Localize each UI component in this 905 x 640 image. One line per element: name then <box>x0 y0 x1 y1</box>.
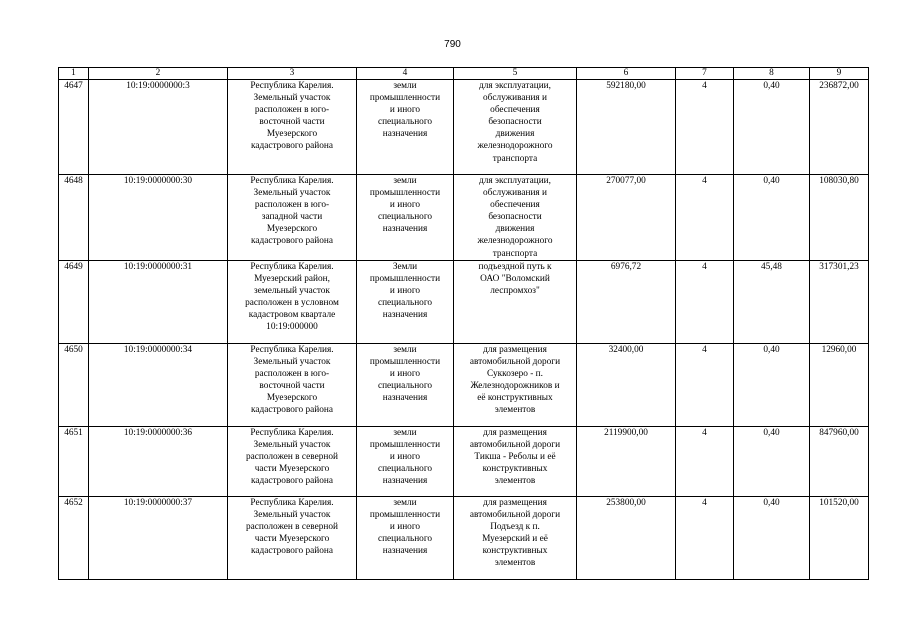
total-cell: 108030,80 <box>810 175 869 261</box>
rate-cell: 0,40 <box>734 80 810 175</box>
total-cell: 317301,23 <box>810 260 869 343</box>
table-row <box>59 426 869 496</box>
area-cell: 6976,72 <box>577 260 676 343</box>
usage-cell: для размещения автомобильной дороги Суккозеро - п. Железнодорожников и её конструктивных элементов <box>454 343 577 426</box>
location-cell: Республика Карелия. Земельный участок расположен в юго- восточной части Муезерского кадастрового района <box>228 343 357 426</box>
column-7-cell: 4 <box>676 80 734 175</box>
table-row <box>59 175 869 261</box>
rate-cell: 0,40 <box>734 343 810 426</box>
total-cell: 12960,00 <box>810 343 869 426</box>
category-cell: Земли промышленности и иного специального назначения <box>357 260 454 343</box>
column-header: 1 <box>59 68 89 80</box>
total-cell: 847960,00 <box>810 426 869 496</box>
location-cell: Республика Карелия. Земельный участок расположен в юго- восточной части Муезерского кадастрового района <box>228 80 357 175</box>
row-number: 4651 <box>59 426 89 496</box>
row-number: 4650 <box>59 343 89 426</box>
rate-cell: 45,48 <box>734 260 810 343</box>
row-number: 4647 <box>59 80 89 175</box>
row-number: 4649 <box>59 260 89 343</box>
cadastral-number: 10:19:0000000:34 <box>89 343 228 426</box>
cadastral-number: 10:19:0000000:36 <box>89 426 228 496</box>
location-cell: Республика Карелия. Земельный участок расположен в северной части Муезерского кадастрового района <box>228 426 357 496</box>
usage-cell: подъездной путь к ОАО "Воломский леспромхоз" <box>454 260 577 343</box>
usage-cell: для эксплуатации, обслуживания и обеспечения безопасности движения железнодорожного транспорта <box>454 80 577 175</box>
total-cell: 101520,00 <box>810 496 869 579</box>
land-registry-table <box>58 67 869 580</box>
category-cell: земли промышленности и иного специального назначения <box>357 343 454 426</box>
column-header: 2 <box>89 68 228 80</box>
column-header: 7 <box>676 68 734 80</box>
cadastral-number: 10:19:0000000:30 <box>89 175 228 261</box>
column-header: 8 <box>734 68 810 80</box>
rate-cell: 0,40 <box>734 426 810 496</box>
category-cell: земли промышленности и иного специального назначения <box>357 175 454 261</box>
column-7-cell: 4 <box>676 426 734 496</box>
category-cell: земли промышленности и иного специального назначения <box>357 426 454 496</box>
usage-cell: для размещения автомобильной дороги Тикша - Реболы и её конструктивных элементов <box>454 426 577 496</box>
column-7-cell: 4 <box>676 343 734 426</box>
cadastral-number: 10:19:0000000:3 <box>89 80 228 175</box>
table-row <box>59 80 869 175</box>
location-cell: Республика Карелия. Земельный участок расположен в юго- западной части Муезерского кадастрового района <box>228 175 357 261</box>
table-row <box>59 343 869 426</box>
category-cell: земли промышленности и иного специального назначения <box>357 496 454 579</box>
area-cell: 2119900,00 <box>577 426 676 496</box>
column-7-cell: 4 <box>676 175 734 261</box>
location-cell: Республика Карелия. Земельный участок расположен в северной части Муезерского кадастрового района <box>228 496 357 579</box>
category-cell: земли промышленности и иного специального назначения <box>357 80 454 175</box>
table-row <box>59 260 869 343</box>
column-header: 4 <box>357 68 454 80</box>
table-row <box>59 496 869 579</box>
area-cell: 270077,00 <box>577 175 676 261</box>
row-number: 4648 <box>59 175 89 261</box>
column-header: 9 <box>810 68 869 80</box>
table-header-row <box>59 68 869 80</box>
row-number: 4652 <box>59 496 89 579</box>
rate-cell: 0,40 <box>734 496 810 579</box>
area-cell: 32400,00 <box>577 343 676 426</box>
total-cell: 236872,00 <box>810 80 869 175</box>
page-number: 790 <box>444 39 461 50</box>
rate-cell: 0,40 <box>734 175 810 261</box>
column-header: 3 <box>228 68 357 80</box>
cadastral-number: 10:19:0000000:37 <box>89 496 228 579</box>
area-cell: 592180,00 <box>577 80 676 175</box>
column-7-cell: 4 <box>676 260 734 343</box>
column-7-cell: 4 <box>676 496 734 579</box>
usage-cell: для размещения автомобильной дороги Подъезд к п. Муезерский и её конструктивных элементов <box>454 496 577 579</box>
cadastral-number: 10:19:0000000:31 <box>89 260 228 343</box>
area-cell: 253800,00 <box>577 496 676 579</box>
location-cell: Республика Карелия. Муезерский район, земельный участок расположен в условном кадастровом квартале 10:19:000000 <box>228 260 357 343</box>
column-header: 6 <box>577 68 676 80</box>
usage-cell: для эксплуатации, обслуживания и обеспечения безопасности движения железнодорожного транспорта <box>454 175 577 261</box>
column-header: 5 <box>454 68 577 80</box>
